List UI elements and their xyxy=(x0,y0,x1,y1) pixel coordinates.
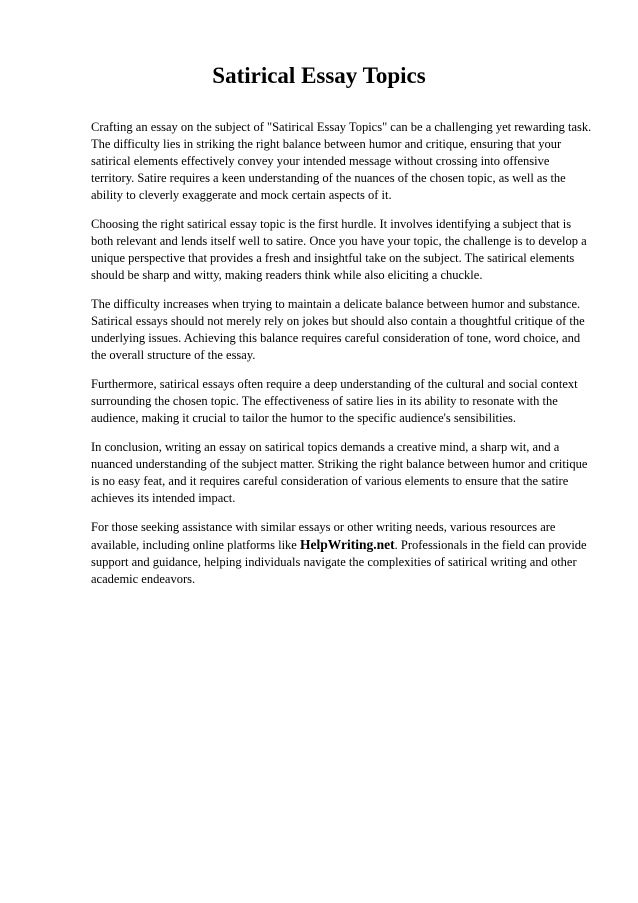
closing-text-after-link: . Professionals in the field can provide support and guidance, helping individuals navigate the complexities of satirical writing and other academic endeavors. xyxy=(91,538,587,586)
paragraph-context: Furthermore, satirical essays often require a deep understanding of the cultural and social context surrounding the chosen topic. The effectiveness of satire lies in its ability to resonate with the audience, making it crucial to tailor the humor to the specific audience's sensibilities. xyxy=(91,377,578,425)
helpwriting-link[interactable]: HelpWriting.net xyxy=(299,537,395,552)
paragraph-intro: Crafting an essay on the subject of "Satirical Essay Topics" can be a challenging yet rewarding task. The difficulty lies in striking the right balance between humor and critique, ensuring that your satirical elements effectively convey your intended message without crossing into offensive territory. Satire requires a keen understanding of the nuances of the chosen topic, as well as the ability to cleverly exaggerate and mock certain aspects of it. xyxy=(91,120,592,202)
paragraph-difficulty: The difficulty increases when trying to maintain a delicate balance between humor and substance. Satirical essays should not merely rely on jokes but should also contain a thoughtful critique of the underlying issues. Achieving this balance requires careful consideration of tone, word choice, and the overall structure of the essay. xyxy=(91,297,585,362)
document-body xyxy=(91,119,595,588)
page-title: Satirical Essay Topics xyxy=(212,63,426,88)
paragraph-choosing-topic: Choosing the right satirical essay topic is the first hurdle. It involves identifying a subject that is both relevant and lends itself well to satire. Once you have your topic, the challenge is to develop a unique perspective that provides a fresh and insightful take on the subject. The satirical elements should be sharp and witty, making readers think while also eliciting a chuckle. xyxy=(91,217,587,282)
paragraph-closing xyxy=(91,519,595,588)
closing-text-before-link: For those seeking assistance with similar essays or other writing needs, various resources are available, including online platforms like xyxy=(91,520,556,552)
paragraph-conclusion: In conclusion, writing an essay on satirical topics demands a creative mind, a sharp wit, and a nuanced understanding of the subject matter. Striking the right balance between humor and critique is no easy feat, and it requires careful consideration of various elements to ensure that the satire achieves its intended impact. xyxy=(91,440,588,505)
